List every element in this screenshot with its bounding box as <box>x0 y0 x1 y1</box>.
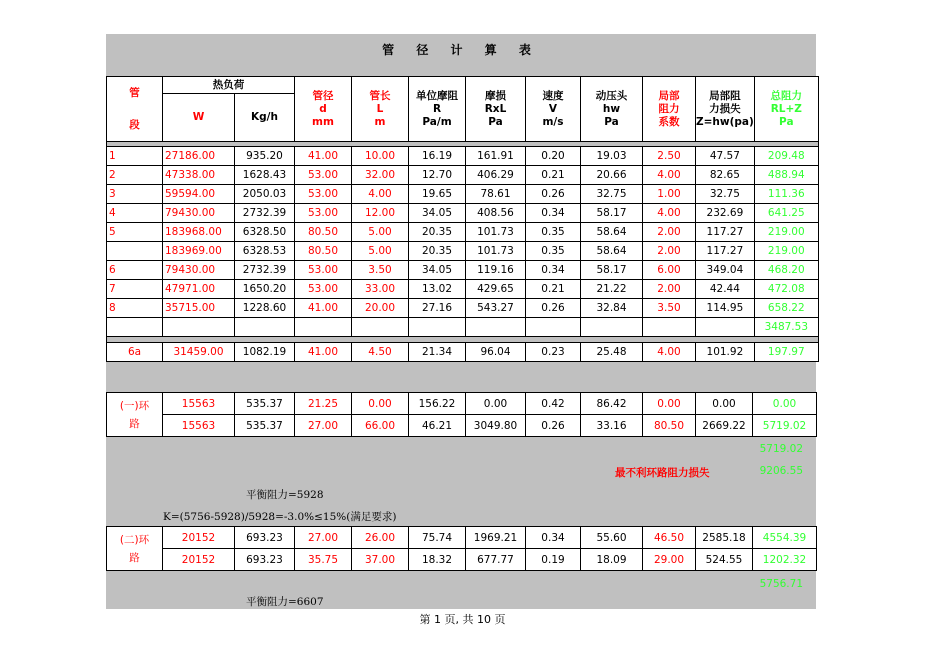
cell-friction-loss: 1969.21 <box>466 527 526 549</box>
cell-diameter: 41.00 <box>295 343 352 362</box>
cell-w: 79430.00 <box>163 261 235 280</box>
cell-length: 4.00 <box>352 185 409 204</box>
cell-w: 20152 <box>163 527 235 549</box>
header-local-coefficient: 局部 阻力 系数 <box>643 77 696 142</box>
cell-velocity: 0.26 <box>526 415 581 437</box>
cell-segment: 2 <box>107 166 163 185</box>
cell-length: 32.00 <box>352 166 409 185</box>
cell-kgh: 2732.39 <box>235 261 295 280</box>
cell-friction-loss: 429.65 <box>466 280 526 299</box>
cell-kgh: 535.37 <box>235 393 295 415</box>
table-row <box>107 261 819 280</box>
cell-friction-loss: 677.77 <box>466 549 526 571</box>
cell-local-loss: 2669.22 <box>696 415 753 437</box>
cell-total-resistance: 197.97 <box>754 343 818 362</box>
cell-local-loss: 117.27 <box>696 242 755 261</box>
cell-kgh: 693.23 <box>235 527 295 549</box>
cell-friction-loss: 96.04 <box>466 343 526 362</box>
cell-total-resistance: 488.94 <box>754 166 818 185</box>
cell-length: 5.00 <box>352 242 409 261</box>
cell-total-resistance: 209.48 <box>754 147 818 166</box>
header-length: 管长 L m <box>352 77 409 142</box>
header-friction-loss: 摩损 RxL Pa <box>466 77 526 142</box>
cell-w: 35715.00 <box>163 299 235 318</box>
cell-unit-friction: 12.70 <box>409 166 466 185</box>
cell-kgh: 2732.39 <box>235 204 295 223</box>
cell-velocity: 0.35 <box>526 223 581 242</box>
cell-total-resistance: 472.08 <box>754 280 818 299</box>
cell-dynamic-head: 20.66 <box>581 166 643 185</box>
cell-w: 183968.00 <box>163 223 235 242</box>
header-total-resistance: 总阻力 RL+Z Pa <box>754 77 818 142</box>
cell-friction-loss: 161.91 <box>466 147 526 166</box>
cell-w: 183969.00 <box>163 242 235 261</box>
cell-velocity: 0.20 <box>526 147 581 166</box>
header-diameter: 管径 d mm <box>295 77 352 142</box>
cell-local-loss: 349.04 <box>696 261 755 280</box>
header-heat-load: 热负荷 <box>163 77 295 94</box>
cell-local-loss: 0.00 <box>696 393 753 415</box>
table-row <box>107 204 819 223</box>
cell-local-loss: 101.92 <box>696 343 755 362</box>
cell-total-resistance: 658.22 <box>754 299 818 318</box>
cell-kgh: 6328.50 <box>235 223 295 242</box>
sheet-title: 管 径 计 算 表 <box>382 43 540 57</box>
cell-local-coefficient: 29.00 <box>643 549 696 571</box>
cell-diameter: 53.00 <box>295 185 352 204</box>
cell-local-coefficient: 46.50 <box>643 527 696 549</box>
cell-segment: 6a <box>107 343 163 362</box>
cell-local-coefficient: 3.50 <box>643 299 696 318</box>
cell-unit-friction: 27.16 <box>409 299 466 318</box>
cell-total-resistance: 219.00 <box>754 242 818 261</box>
cell-unit-friction: 16.19 <box>409 147 466 166</box>
loop2-balance: 平衡阻力=6607 <box>246 596 324 608</box>
cell-w: 31459.00 <box>163 343 235 362</box>
table-row <box>107 223 819 242</box>
cell-dynamic-head: 25.48 <box>581 343 643 362</box>
table-row <box>107 147 819 166</box>
cell-unit-friction: 19.65 <box>409 185 466 204</box>
cell-segment: 3 <box>107 185 163 204</box>
page-footer: 第 1 页, 共 10 页 <box>419 613 506 626</box>
cell-segment: 8 <box>107 299 163 318</box>
cell-w: 15563 <box>163 415 235 437</box>
cell-dynamic-head: 32.75 <box>581 185 643 204</box>
cell-dynamic-head: 55.60 <box>581 527 643 549</box>
cell-unit-friction: 13.02 <box>409 280 466 299</box>
cell-kgh: 535.37 <box>235 415 295 437</box>
cell-total-resistance: 219.00 <box>754 223 818 242</box>
cell-unit-friction: 156.22 <box>409 393 466 415</box>
cell-length: 26.00 <box>352 527 409 549</box>
cell-length: 0.00 <box>352 393 409 415</box>
cell-friction-loss: 0.00 <box>466 393 526 415</box>
cell-dynamic-head: 32.84 <box>581 299 643 318</box>
cell-segment: 1 <box>107 147 163 166</box>
header-local-loss: 局部阻 力损失 Z=hw(pa) <box>696 77 755 142</box>
worst-loop-value: 9206.55 <box>759 465 803 477</box>
cell-diameter: 53.00 <box>295 261 352 280</box>
pipe-table <box>106 76 819 362</box>
cell-dynamic-head: 86.42 <box>581 393 643 415</box>
cell-unit-friction: 34.05 <box>409 261 466 280</box>
cell-length: 12.00 <box>352 204 409 223</box>
cell-friction-loss: 408.56 <box>466 204 526 223</box>
cell-kgh: 2050.03 <box>235 185 295 204</box>
header-dynamic-head: 动压头 hw Pa <box>581 77 643 142</box>
cell-friction-loss: 78.61 <box>466 185 526 204</box>
cell-w: 59594.00 <box>163 185 235 204</box>
cell-total-resistance: 4554.39 <box>753 527 817 549</box>
loop2-table <box>106 526 817 571</box>
cell-friction-loss: 406.29 <box>466 166 526 185</box>
cell-local-coefficient: 2.00 <box>643 223 696 242</box>
cell-dynamic-head: 58.17 <box>581 204 643 223</box>
cell-local-coefficient: 2.00 <box>643 242 696 261</box>
cell-segment: 5 <box>107 223 163 242</box>
cell-local-coefficient: 0.00 <box>643 393 696 415</box>
header-w: W <box>163 94 235 142</box>
cell-kgh: 693.23 <box>235 549 295 571</box>
cell-local-coefficient: 1.00 <box>643 185 696 204</box>
header-kgh: Kg/h <box>235 94 295 142</box>
cell-local-loss: 2585.18 <box>696 527 753 549</box>
cell-velocity: 0.34 <box>526 527 581 549</box>
table-row <box>107 242 819 261</box>
cell-w: 47338.00 <box>163 166 235 185</box>
cell-diameter: 27.00 <box>295 415 352 437</box>
cell-diameter: 53.00 <box>295 166 352 185</box>
subtotal-row <box>107 318 819 337</box>
cell-local-loss: 524.55 <box>696 549 753 571</box>
cell-total-resistance: 641.25 <box>754 204 818 223</box>
cell-length: 3.50 <box>352 261 409 280</box>
cell-kgh: 935.20 <box>235 147 295 166</box>
cell-velocity: 0.34 <box>526 204 581 223</box>
cell-length: 20.00 <box>352 299 409 318</box>
cell-local-coefficient: 80.50 <box>643 415 696 437</box>
cell-total-resistance: 0.00 <box>753 393 817 415</box>
cell-dynamic-head: 19.03 <box>581 147 643 166</box>
cell-length: 5.00 <box>352 223 409 242</box>
cell-length: 33.00 <box>352 280 409 299</box>
cell-dynamic-head: 18.09 <box>581 549 643 571</box>
cell-velocity: 0.21 <box>526 280 581 299</box>
loop1-balance: 平衡阻力=5928 <box>246 489 324 501</box>
cell-friction-loss: 543.27 <box>466 299 526 318</box>
cell-diameter: 27.00 <box>295 527 352 549</box>
cell-dynamic-head: 58.64 <box>581 223 643 242</box>
cell-total-resistance: 5719.02 <box>753 415 817 437</box>
cell-local-coefficient: 4.00 <box>643 343 696 362</box>
table-row <box>107 280 819 299</box>
cell-friction-loss: 101.73 <box>466 223 526 242</box>
cell-w: 15563 <box>163 393 235 415</box>
cell-unit-friction: 75.74 <box>409 527 466 549</box>
cell-segment: 4 <box>107 204 163 223</box>
cell-segment: 6 <box>107 261 163 280</box>
cell-dynamic-head: 33.16 <box>581 415 643 437</box>
cell-dynamic-head: 58.64 <box>581 242 643 261</box>
loop1-extra-total: 5719.02 <box>759 443 803 455</box>
cell-diameter: 80.50 <box>295 242 352 261</box>
cell-local-coefficient: 4.00 <box>643 204 696 223</box>
cell-local-loss: 232.69 <box>696 204 755 223</box>
cell-unit-friction: 46.21 <box>409 415 466 437</box>
cell-local-coefficient: 2.50 <box>643 147 696 166</box>
cell-local-loss: 114.95 <box>696 299 755 318</box>
cell-friction-loss: 119.16 <box>466 261 526 280</box>
loop2-label: (二)环 路 <box>107 527 163 571</box>
cell-local-loss: 117.27 <box>696 223 755 242</box>
cell-local-loss: 82.65 <box>696 166 755 185</box>
cell-length: 37.00 <box>352 549 409 571</box>
header-unit-friction: 单位摩阻 R Pa/m <box>409 77 466 142</box>
cell-dynamic-head: 21.22 <box>581 280 643 299</box>
subtotal-value: 3487.53 <box>754 318 818 337</box>
cell-kgh: 1228.60 <box>235 299 295 318</box>
loop1-k-note: K=(5756-5928)/5928=-3.0%≤15%(满足要求) <box>163 511 397 523</box>
cell-local-coefficient: 4.00 <box>643 166 696 185</box>
table-row <box>107 185 819 204</box>
cell-velocity: 0.34 <box>526 261 581 280</box>
table-row <box>107 343 819 362</box>
cell-total-resistance: 111.36 <box>754 185 818 204</box>
worst-loop-label: 最不利环路阻力损失 <box>615 467 710 479</box>
cell-velocity: 0.23 <box>526 343 581 362</box>
cell-diameter: 80.50 <box>295 223 352 242</box>
cell-diameter: 35.75 <box>295 549 352 571</box>
cell-velocity: 0.26 <box>526 299 581 318</box>
cell-diameter: 41.00 <box>295 299 352 318</box>
cell-velocity: 0.26 <box>526 185 581 204</box>
cell-unit-friction: 34.05 <box>409 204 466 223</box>
cell-velocity: 0.35 <box>526 242 581 261</box>
cell-total-resistance: 1202.32 <box>753 549 817 571</box>
cell-diameter: 41.00 <box>295 147 352 166</box>
loop2-extra-total: 5756.71 <box>759 578 803 590</box>
cell-friction-loss: 101.73 <box>466 242 526 261</box>
cell-unit-friction: 21.34 <box>409 343 466 362</box>
cell-segment: 7 <box>107 280 163 299</box>
cell-unit-friction: 20.35 <box>409 242 466 261</box>
header-velocity: 速度 V m/s <box>526 77 581 142</box>
cell-local-loss: 42.44 <box>696 280 755 299</box>
table-row <box>107 299 819 318</box>
cell-velocity: 0.21 <box>526 166 581 185</box>
cell-velocity: 0.42 <box>526 393 581 415</box>
cell-length: 10.00 <box>352 147 409 166</box>
cell-unit-friction: 20.35 <box>409 223 466 242</box>
cell-velocity: 0.19 <box>526 549 581 571</box>
cell-local-coefficient: 2.00 <box>643 280 696 299</box>
cell-w: 79430.00 <box>163 204 235 223</box>
cell-kgh: 1650.20 <box>235 280 295 299</box>
cell-length: 4.50 <box>352 343 409 362</box>
cell-segment <box>107 242 163 261</box>
cell-w: 47971.00 <box>163 280 235 299</box>
cell-diameter: 53.00 <box>295 204 352 223</box>
cell-dynamic-head: 58.17 <box>581 261 643 280</box>
cell-diameter: 53.00 <box>295 280 352 299</box>
cell-length: 66.00 <box>352 415 409 437</box>
loop1-table <box>106 392 817 437</box>
cell-total-resistance: 468.20 <box>754 261 818 280</box>
table-row <box>107 166 819 185</box>
cell-kgh: 6328.53 <box>235 242 295 261</box>
cell-diameter: 21.25 <box>295 393 352 415</box>
cell-friction-loss: 3049.80 <box>466 415 526 437</box>
cell-unit-friction: 18.32 <box>409 549 466 571</box>
cell-w: 20152 <box>163 549 235 571</box>
cell-local-loss: 32.75 <box>696 185 755 204</box>
cell-kgh: 1082.19 <box>235 343 295 362</box>
header-segment: 管 段 <box>107 77 163 142</box>
cell-local-loss: 47.57 <box>696 147 755 166</box>
cell-w: 27186.00 <box>163 147 235 166</box>
loop1-label: (一)环 路 <box>107 393 163 437</box>
cell-kgh: 1628.43 <box>235 166 295 185</box>
cell-local-coefficient: 6.00 <box>643 261 696 280</box>
